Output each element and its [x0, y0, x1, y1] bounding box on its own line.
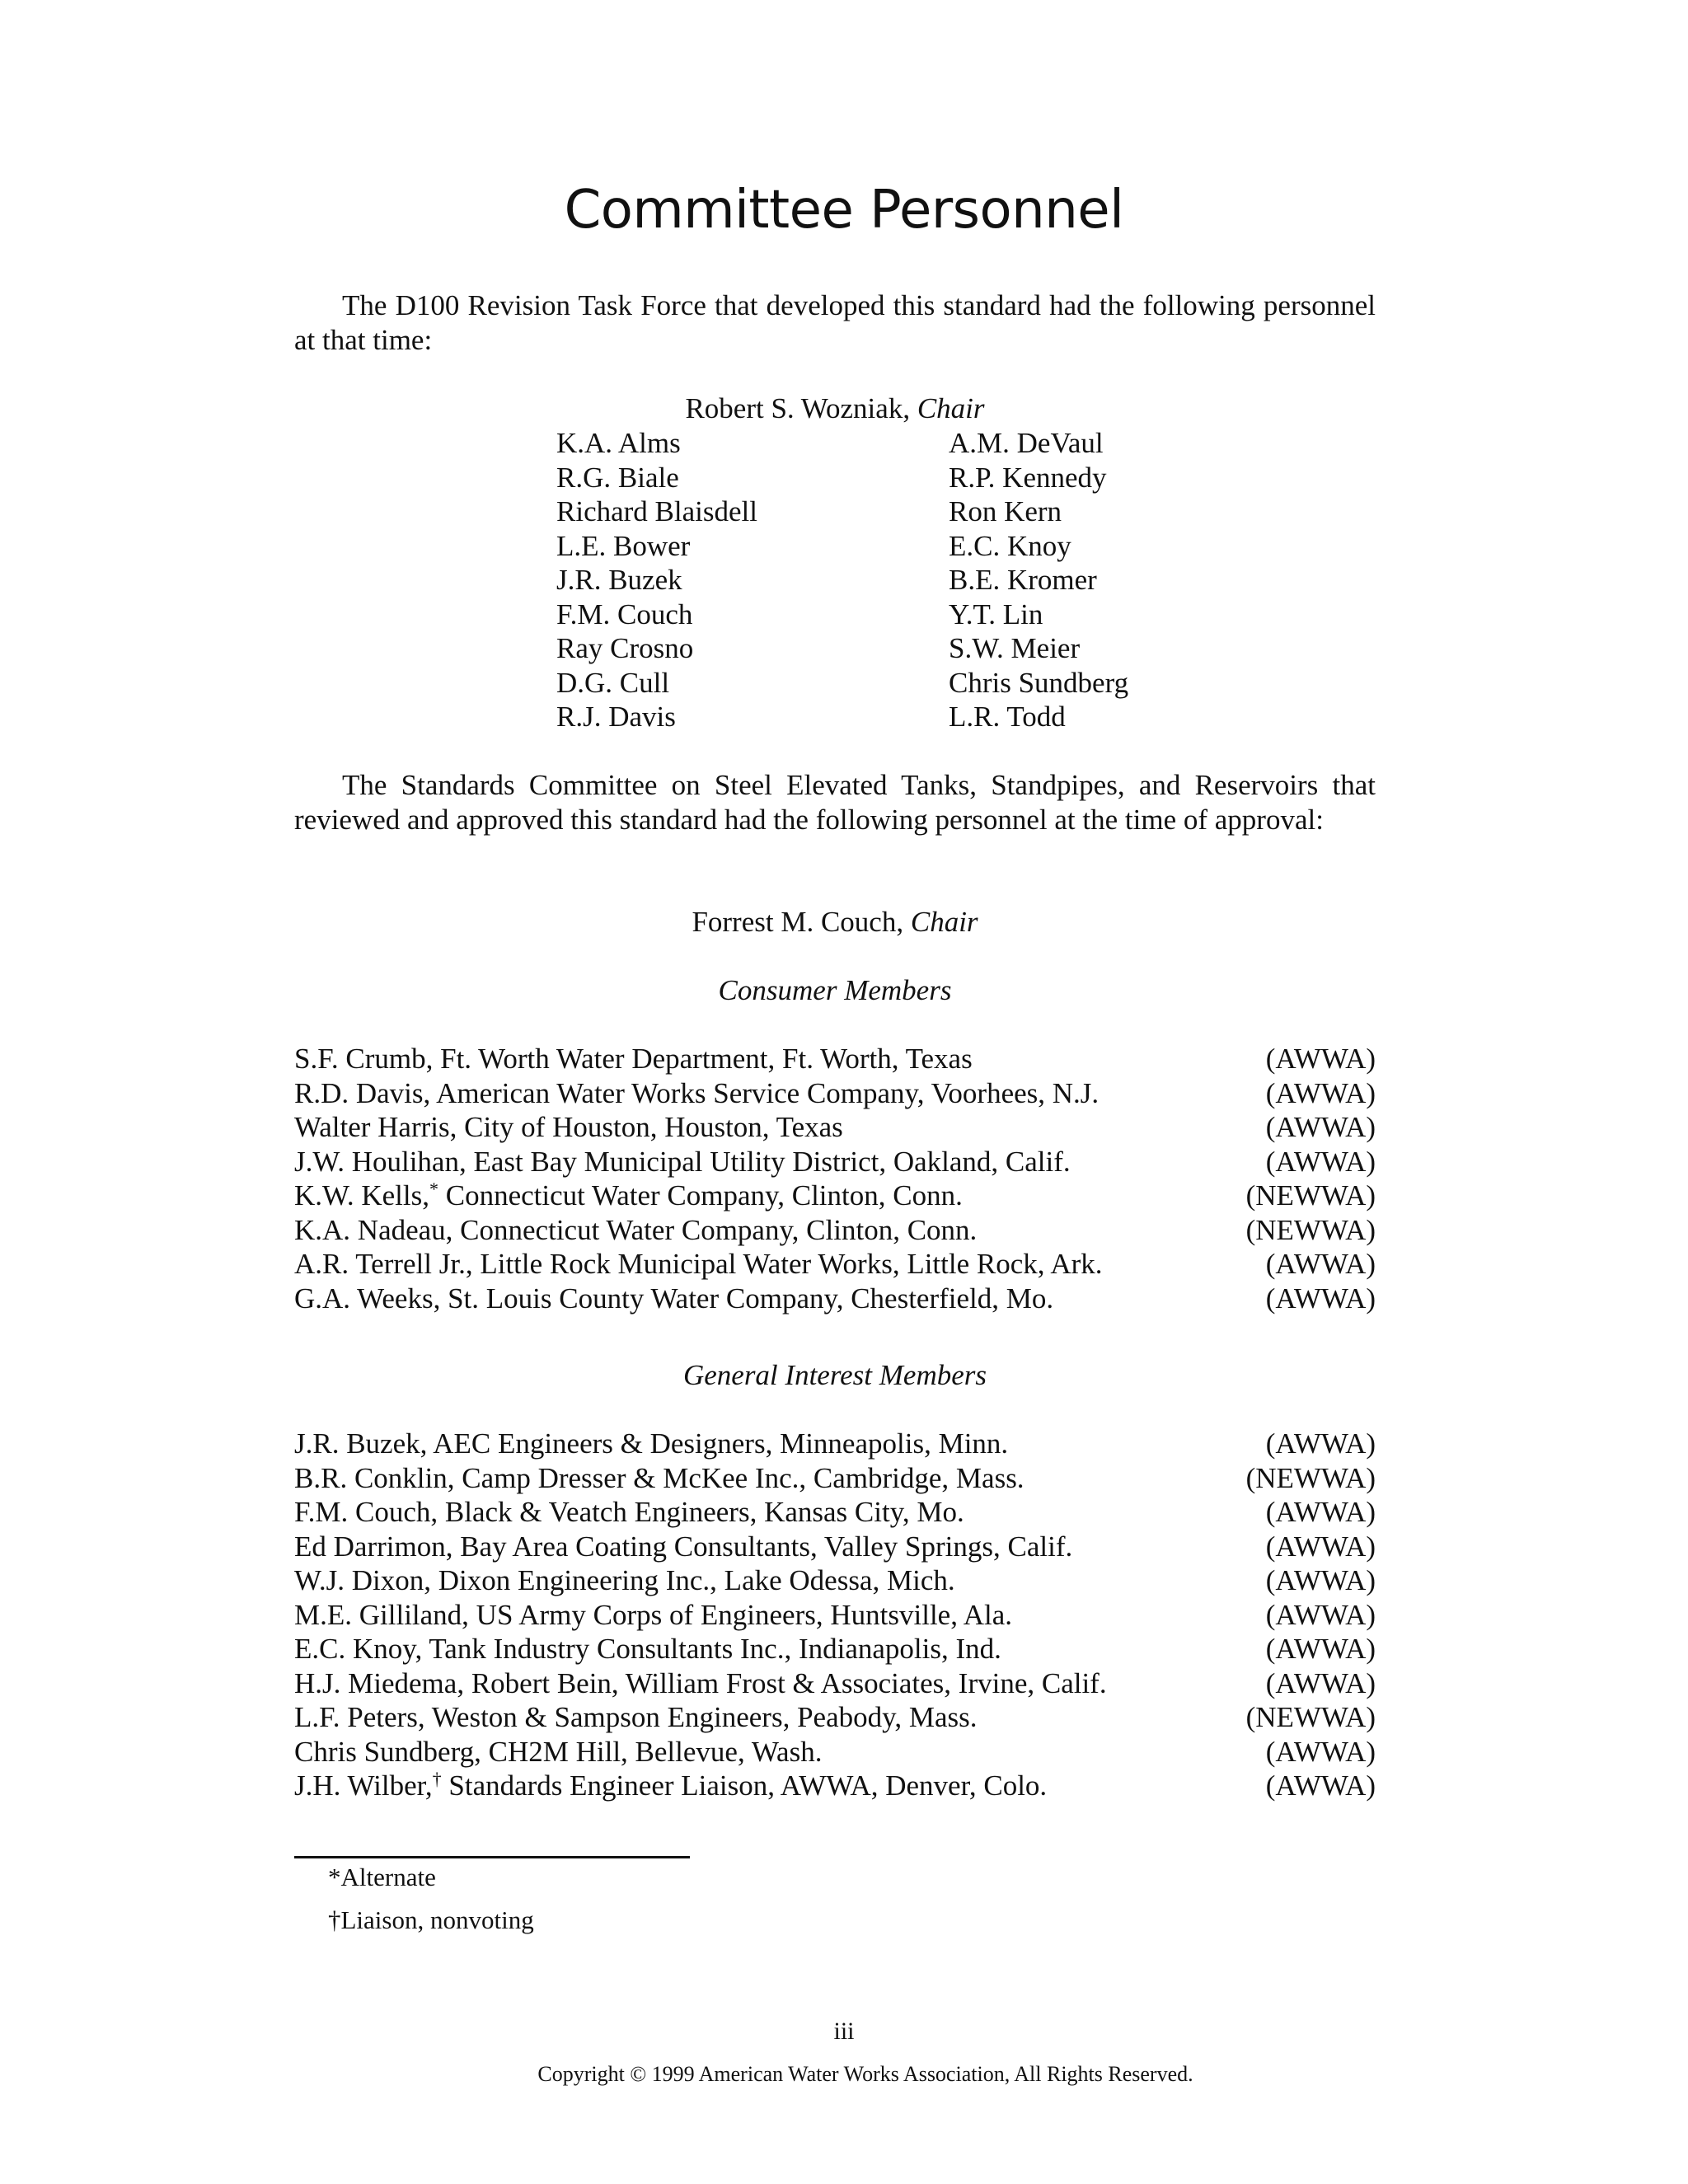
member-affiliation	[294, 1700, 977, 1735]
member-affiliation	[294, 1427, 1008, 1461]
member-affiliation	[294, 1213, 977, 1248]
member-organization: (AWWA)	[1265, 1666, 1376, 1699]
general-heading-block	[294, 1358, 1376, 1393]
member-affiliation	[294, 1145, 1071, 1179]
member-name: J.R. Buzek, AEC Engineers & Designers, Minneapolis, Minn.	[294, 1427, 1009, 1460]
member-affiliation	[294, 1461, 1025, 1496]
footnote-alternate: *Alternate	[328, 1863, 436, 1891]
member-organization: (AWWA)	[1265, 1769, 1376, 1802]
footnote-marker: †	[432, 1769, 442, 1789]
page-number: iii	[833, 2018, 855, 2045]
member-organization: (AWWA)	[1265, 1633, 1376, 1665]
member-row	[294, 1282, 1376, 1316]
member-name: B.R. Conklin, Camp Dresser & McKee Inc., Cambridge, Mass.	[294, 1461, 1025, 1494]
member-name: S.F. Crumb, Ft. Worth Water Department, Ft. Worth, Texas	[294, 1043, 973, 1075]
task-force-member: Richard Blaisdell	[556, 495, 757, 527]
general-interest-members-heading: General Interest Members	[682, 1359, 987, 1391]
task-force-member: A.M. DeVaul	[949, 427, 1104, 459]
footnote-marker: *	[429, 1179, 438, 1199]
member-organization: (NEWWA)	[1245, 1179, 1376, 1212]
member-affiliation	[294, 1735, 822, 1769]
member-name: K.A. Nadeau, Connecticut Water Company, Clinton, Conn.	[294, 1213, 978, 1246]
task-force-intro: The D100 Revision Task Force that developed this standard had the following personnel at that time:	[294, 289, 1376, 356]
member-organization: (AWWA)	[1265, 1248, 1376, 1280]
committee-section	[294, 768, 1376, 837]
member-affiliation	[294, 1495, 964, 1530]
task-force-member: Ron Kern	[949, 495, 1062, 527]
task-force-chair	[294, 391, 1376, 426]
member-row	[294, 1769, 1376, 1803]
committee-chair-line	[294, 905, 1376, 940]
member-row	[294, 1179, 1376, 1213]
member-affiliation	[294, 1769, 1047, 1803]
member-affiliation	[294, 1632, 1001, 1666]
task-force-member: R.P. Kennedy	[949, 461, 1107, 494]
consumer-members-list	[294, 1042, 1376, 1315]
task-force-member: Y.T. Lin	[949, 598, 1043, 630]
task-force-member: D.G. Cull	[556, 666, 670, 699]
consumer-heading-block	[294, 973, 1376, 1008]
member-affiliation	[294, 1247, 1103, 1282]
member-name: Ed Darrimon, Bay Area Coating Consultants, Valley Springs, Calif.	[294, 1530, 1073, 1563]
member-name: H.J. Miedema, Robert Bein, William Frost & Associates, Irvine, Calif.	[294, 1666, 1107, 1699]
member-row	[294, 1530, 1376, 1564]
member-row	[294, 1145, 1376, 1179]
footnote-liaison: †Liaison, nonvoting	[328, 1905, 534, 1934]
member-organization: (AWWA)	[1265, 1111, 1376, 1143]
member-name: R.D. Davis, American Water Works Service Company, Voorhees, N.J.	[294, 1076, 1100, 1109]
member-affiliation	[294, 1563, 955, 1598]
footnote-divider	[294, 1856, 690, 1858]
member-affiliation	[294, 1530, 1072, 1564]
member-row	[294, 1735, 1376, 1769]
member-organization: (AWWA)	[1265, 1496, 1376, 1528]
member-affiliation	[294, 1179, 963, 1213]
task-force-member: F.M. Couch	[556, 598, 693, 630]
task-force-member: Ray Crosno	[556, 632, 694, 664]
member-affiliation	[294, 1666, 1107, 1701]
task-force-members	[294, 426, 1376, 733]
member-organization: (AWWA)	[1265, 1145, 1376, 1178]
task-force-member: J.R. Buzek	[556, 564, 682, 596]
member-name: E.C. Knoy, Tank Industry Consultants Inc., Indianapolis, Ind.	[294, 1633, 1001, 1665]
member-name: J.H. Wilber,	[294, 1769, 433, 1802]
task-force-member: R.J. Davis	[556, 701, 676, 733]
member-name: K.W. Kells,	[294, 1179, 429, 1212]
task-force-chair-role: Chair	[917, 392, 985, 424]
task-force-member: L.E. Bower	[556, 529, 691, 562]
member-organization: (AWWA)	[1265, 1427, 1376, 1460]
committee-chair-role: Chair	[910, 906, 978, 938]
task-force-right-column	[949, 426, 1128, 734]
member-row	[294, 1461, 1376, 1496]
committee-intro: The Standards Committee on Steel Elevated Tanks, Standpipes, and Reservoirs that reviewed and approved this standard had the following personnel at the time of approval:	[294, 769, 1376, 836]
task-force-member: S.W. Meier	[949, 632, 1081, 664]
member-name: A.R. Terrell Jr., Little Rock Municipal Water Works, Little Rock, Ark.	[294, 1248, 1103, 1280]
member-name: Chris Sundberg, CH2M Hill, Bellevue, Wash.	[294, 1735, 823, 1768]
member-affiliation	[294, 1042, 973, 1076]
member-row	[294, 1076, 1376, 1111]
task-force-member: E.C. Knoy	[949, 529, 1071, 562]
member-name: L.F. Peters, Weston & Sampson Engineers, Peabody, Mass.	[294, 1701, 978, 1733]
general-interest-members-list	[294, 1427, 1376, 1803]
task-force-left-column	[556, 426, 757, 734]
member-row	[294, 1213, 1376, 1248]
member-organization: (AWWA)	[1265, 1530, 1376, 1563]
member-organization: (NEWWA)	[1245, 1701, 1376, 1733]
member-row	[294, 1495, 1376, 1530]
member-organization: (NEWWA)	[1245, 1461, 1376, 1494]
member-row	[294, 1598, 1376, 1633]
task-force-member: Chris Sundberg	[949, 666, 1129, 699]
member-affiliation	[294, 1076, 1099, 1111]
member-row	[294, 1666, 1376, 1701]
member-organization: (AWWA)	[1265, 1043, 1376, 1075]
copyright-notice: Copyright © 1999 American Water Works Association, All Rights Reserved.	[537, 2062, 1193, 2086]
member-row	[294, 1247, 1376, 1282]
member-affiliation	[294, 1110, 843, 1145]
committee-chair	[294, 905, 1376, 940]
member-row	[294, 1632, 1376, 1666]
task-force-member: B.E. Kromer	[949, 564, 1097, 596]
task-force-chair-name: Robert S. Wozniak,	[685, 392, 911, 424]
member-organization: (AWWA)	[1265, 1598, 1376, 1631]
member-name: M.E. Gilliland, US Army Corps of Engineers, Huntsville, Ala.	[294, 1598, 1013, 1631]
member-organization: (AWWA)	[1265, 1076, 1376, 1109]
consumer-members-heading: Consumer Members	[718, 974, 952, 1006]
member-affiliation-rest: Standards Engineer Liaison, AWWA, Denver, Colo.	[441, 1769, 1048, 1802]
member-row	[294, 1563, 1376, 1598]
task-force-grid	[294, 426, 1376, 733]
task-force-member: R.G. Biale	[556, 461, 679, 494]
task-force-chair-line	[294, 391, 1376, 426]
member-affiliation	[294, 1282, 1053, 1316]
task-force-member: K.A. Alms	[556, 427, 681, 459]
member-name: Walter Harris, City of Houston, Houston, Texas	[294, 1111, 843, 1143]
member-organization: (AWWA)	[1265, 1282, 1376, 1315]
member-row	[294, 1427, 1376, 1461]
member-organization: (AWWA)	[1265, 1735, 1376, 1768]
member-name: F.M. Couch, Black & Veatch Engineers, Kansas City, Mo.	[294, 1496, 964, 1528]
member-affiliation	[294, 1598, 1012, 1633]
member-name: G.A. Weeks, St. Louis County Water Company, Chesterfield, Mo.	[294, 1282, 1054, 1315]
member-name: J.W. Houlihan, East Bay Municipal Utility District, Oakland, Calif.	[294, 1145, 1071, 1178]
member-row	[294, 1042, 1376, 1076]
member-organization: (NEWWA)	[1245, 1213, 1376, 1246]
page-title: Committee Personnel	[564, 180, 1124, 241]
committee-chair-name: Forrest M. Couch,	[692, 906, 904, 938]
member-affiliation-rest: Connecticut Water Company, Clinton, Conn.	[438, 1179, 963, 1212]
task-force-section	[294, 288, 1376, 357]
member-organization: (AWWA)	[1265, 1564, 1376, 1596]
member-name: W.J. Dixon, Dixon Engineering Inc., Lake Odessa, Mich.	[294, 1564, 955, 1596]
member-row	[294, 1110, 1376, 1145]
task-force-member: L.R. Todd	[949, 701, 1066, 733]
member-row	[294, 1700, 1376, 1735]
